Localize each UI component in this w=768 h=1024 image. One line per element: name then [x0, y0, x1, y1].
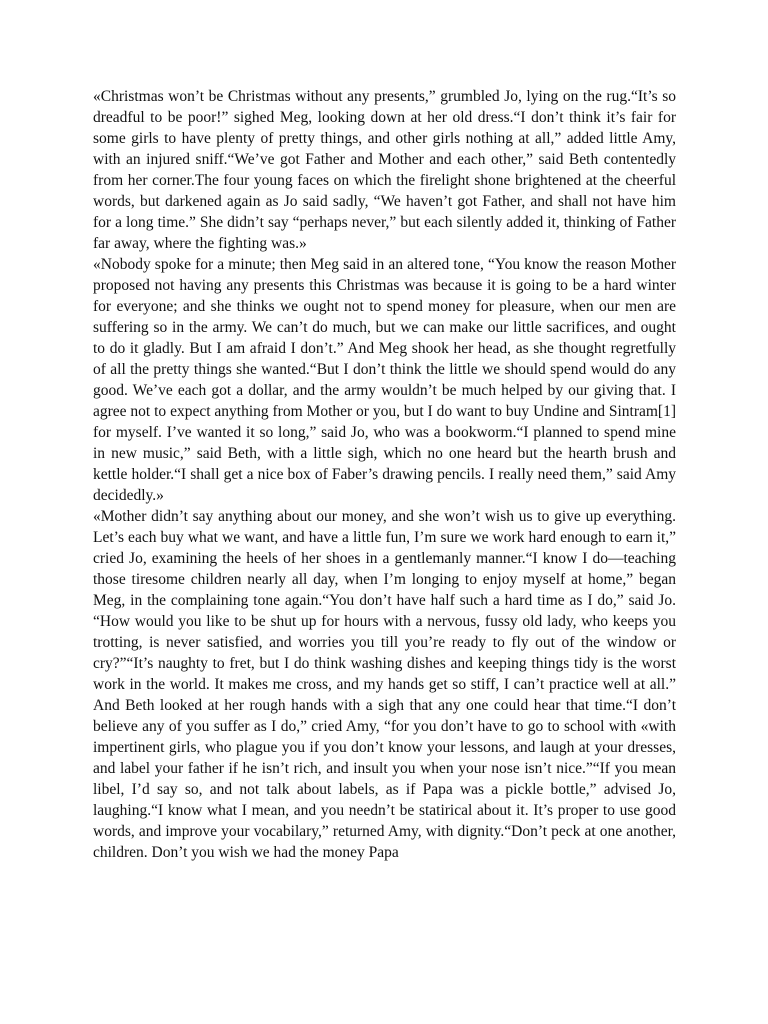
paragraph-2: «Nobody spoke for a minute; then Meg said in an altered tone, “You know the reason Mother proposed not having any presents this Christmas was because it is going to be a hard winter for everyone; and she thinks we ought not to spend money for pleasure, when our men are suffering so in the army. We can’t do much, but we can make our little sacrifices, and ought to do it gladly. But I am afraid I don’t.” And Meg shook her head, as she thought regretfully of all the pretty things she wanted.“But I don’t think the little we should spend would do any good. We’ve each got a dollar, and the army wouldn’t be much helped by our giving that. I agree not to expect anything from Mother or you, but I do want to buy Undine and Sintram[1] for myself. I’ve wanted it so long,” said Jo, who was a bookworm.“I planned to spend mine in new music,” said Beth, with a little sigh, which no one heard but the hearth brush and kettle holder.“I shall get a nice box of Faber’s drawing pencils. I really need them,” said Amy decidedly.» [93, 256, 676, 504]
body-text [93, 86, 676, 863]
paragraph-3: «Mother didn’t say anything about our money, and she won’t wish us to give up everything. Let’s each buy what we want, and have a little fun, I’m sure we work hard enough to earn it,” cried Jo, examining the heels of her shoes in a gentlemanly manner.“I know I do—teaching those tiresome children nearly all day, when I’m longing to enjoy myself at home,” began Meg, in the complaining tone again.“You don’t have half such a hard time as I do,” said Jo. “How would you like to be shut up for hours with a nervous, fussy old lady, who keeps you trotting, is never satisfied, and worries you till you’re ready to fly out of the window or cry?”“It’s naughty to fret, but I do think washing dishes and keeping things tidy is the worst work in the world. It makes me cross, and my hands get so stiff, I can’t practice well at all.” And Beth looked at her rough hands with a sigh that any one could hear that time.“I don’t believe any of you suffer as I do,” cried Amy, “for you don’t have to go to school with «with impertinent girls, who plague you if you don’t know your lessons, and laugh at your dresses, and label your father if he isn’t rich, and insult you when your nose isn’t nice.”“If you mean libel, I’d say so, and not talk about labels, as if Papa was a pickle bottle,” advised Jo, laughing.“I know what I mean, and you needn’t be statirical about it. It’s proper to use good words, and improve your vocabilary,” returned Amy, with dignity.“Don’t peck at one another, children. Don’t you wish we had the money Papa [93, 508, 676, 861]
paragraph-1: «Christmas won’t be Christmas without any presents,” grumbled Jo, lying on the rug.“It’s so dreadful to be poor!” sighed Meg, looking down at her old dress.“I don’t think it’s fair for some girls to have plenty of pretty things, and other girls nothing at all,” added little Amy, with an injured sniff.“We’ve got Father and Mother and each other,” said Beth contentedly from her corner.The four young faces on which the firelight shone brightened at the cheerful words, but darkened again as Jo said sadly, “We haven’t got Father, and shall not have him for a long time.” She didn’t say “perhaps never,” but each silently added it, thinking of Father far away, where the fighting was.» [93, 88, 676, 252]
